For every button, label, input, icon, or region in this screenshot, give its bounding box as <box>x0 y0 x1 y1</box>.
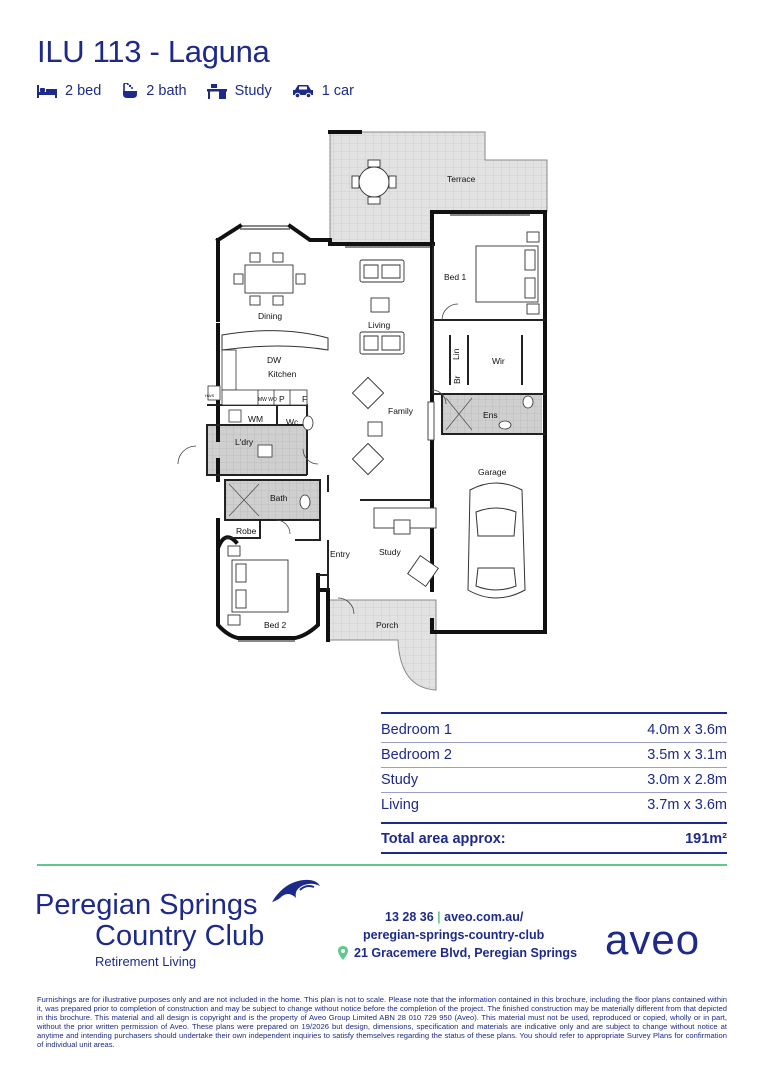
label-family: Family <box>388 406 414 416</box>
label-study: Study <box>379 547 401 557</box>
website-link[interactable]: aveo.com.au/ <box>444 910 524 924</box>
bath-icon <box>121 83 138 99</box>
label-ens: Ens <box>483 410 498 420</box>
area-value: 3.7m x 3.6m <box>647 797 727 813</box>
phone-number[interactable]: 13 28 36 <box>385 910 434 924</box>
total-label: Total area approx: <box>381 831 506 847</box>
separator: | <box>437 910 441 924</box>
area-row <box>381 718 727 742</box>
brand-line2: Country Club <box>95 920 265 952</box>
address-line <box>338 944 577 962</box>
area-row <box>381 768 727 792</box>
label-bed2: Bed 2 <box>264 620 287 630</box>
label-lin: Lin <box>451 348 461 360</box>
total-row <box>381 826 727 852</box>
feature-bed <box>37 83 101 99</box>
label-wc: Wc <box>286 417 299 427</box>
area-row <box>381 743 727 767</box>
desk-icon <box>207 84 227 99</box>
brand-line1: Peregian Springs <box>35 889 258 921</box>
bath-count: 2 bath <box>146 83 187 99</box>
area-label: Study <box>381 772 419 788</box>
label-bath: Bath <box>270 493 288 503</box>
aveo-logo: aveo <box>605 916 701 963</box>
feature-car <box>292 83 354 99</box>
area-value: 3.0m x 2.8m <box>647 772 727 788</box>
brand-logo <box>35 890 264 969</box>
label-wm: WM <box>248 414 264 424</box>
area-label: Living <box>381 797 419 813</box>
label-ldry: L'dry <box>235 437 254 447</box>
feature-study <box>207 83 272 99</box>
label-dw: DW <box>267 355 282 365</box>
disclaimer-text: Furnishings are for illustrative purposes only and are not included in the home. This plan is not to scale. Please note that the information contained in this brochure, including the floor plans contained within it, was prepared prior to completion of construction and may be subject to change without notice before the completion of the project. The finished construction may be materially different from that depicted in this brochure. This material and all design is copyright and is the property of Aveo Group Limited ABN 28 010 729 950 (Aveo). This material must not be used, reproduced or copied, wholly or in part, without the prior written permission of Aveo. These plans were prepared on 19/2026 but design, dimensions, specification and materials are indicative only and are subject to change without notice at anytime and intending purchasers should undertake their own independent inquiries to satisfy themselves regarding the status of these plans. You should refer to appropriate Survey Plans for confirmation of individual unit areas. <box>37 995 727 1050</box>
label-f: F <box>302 394 308 404</box>
laundry-floor <box>207 425 307 475</box>
label-living: Living <box>368 320 391 330</box>
area-value: 4.0m x 3.6m <box>647 722 727 738</box>
feature-list <box>37 83 374 99</box>
label-kitchen: Kitchen <box>268 369 297 379</box>
address-text: 21 Gracemere Blvd, Peregian Springs <box>354 946 578 960</box>
feature-bath <box>121 83 186 99</box>
total-value: 191m² <box>685 831 727 847</box>
section-divider <box>37 864 727 866</box>
label-terrace: Terrace <box>447 174 476 184</box>
label-dining: Dining <box>258 311 283 321</box>
label-garage: Garage <box>478 467 507 477</box>
website-link-path[interactable]: peregian-springs-country-club <box>363 928 545 942</box>
area-label: Bedroom 2 <box>381 747 452 763</box>
label-br: Br <box>452 375 462 384</box>
label-porch: Porch <box>376 620 399 630</box>
location-pin-icon <box>338 946 348 960</box>
label-bed1: Bed 1 <box>444 272 467 282</box>
contact-block <box>338 908 577 962</box>
label-mwwo: MW WO <box>258 397 277 403</box>
wave-logo-icon <box>270 876 322 904</box>
total-rule <box>381 822 727 824</box>
porch-area <box>328 600 436 690</box>
floor-plan <box>150 120 570 700</box>
bed-count: 2 bed <box>65 83 102 99</box>
brand-line3: Retirement Living <box>95 954 197 969</box>
area-row <box>381 793 727 817</box>
label-hws: HWS <box>205 393 215 398</box>
area-label: Bedroom 1 <box>381 722 452 738</box>
area-value: 3.5m x 3.1m <box>647 747 727 763</box>
table-bottom-rule <box>381 852 727 854</box>
study-label: Study <box>234 83 272 99</box>
car-icon <box>292 84 314 98</box>
table-top-rule <box>381 712 727 714</box>
car-count: 1 car <box>321 83 354 99</box>
label-wir: Wir <box>492 356 505 366</box>
label-robe: Robe <box>236 526 257 536</box>
page-title: ILU 113 - Laguna <box>37 34 270 69</box>
contact-line1 <box>338 908 577 926</box>
bed-icon <box>37 84 57 98</box>
label-p: P <box>279 394 285 404</box>
label-entry: Entry <box>330 549 350 559</box>
area-table <box>381 712 727 854</box>
